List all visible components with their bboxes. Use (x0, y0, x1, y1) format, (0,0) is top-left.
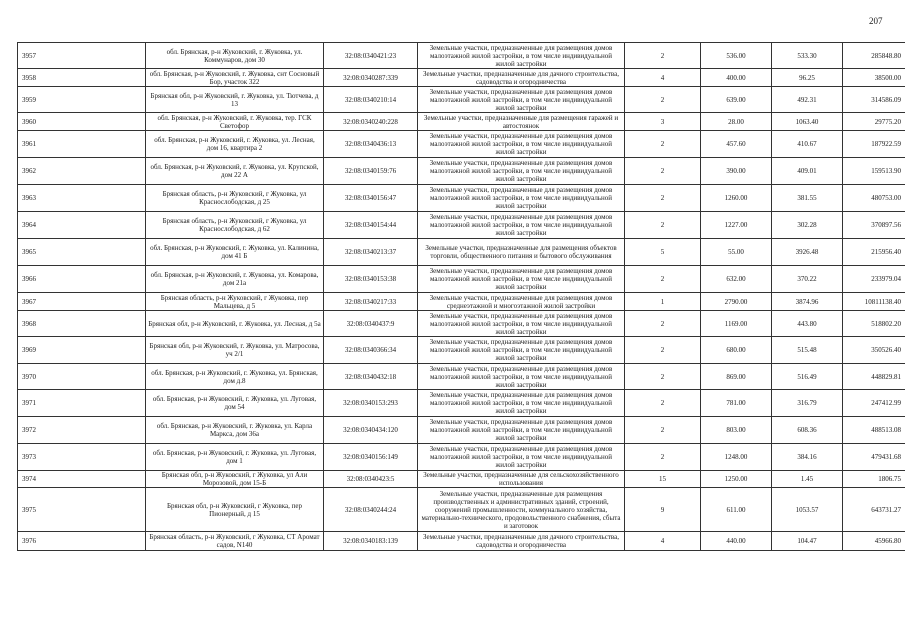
land-use-cell: Земельные участки, предназначенные для размещения домов малоэтажной жилой застройки, в том числе индивидуальной жилой застройки (418, 266, 625, 293)
rate-cell: 410.67 (772, 131, 843, 158)
table-row (18, 113, 905, 131)
table-row (18, 311, 905, 337)
group-cell: 4 (625, 532, 701, 551)
rate-cell: 533.30 (772, 43, 843, 69)
area-cell: 1248.00 (701, 444, 772, 471)
area-cell: 400.00 (701, 69, 772, 87)
land-use-cell: Земельные участки, предназначенные для размещения домов малоэтажной жилой застройки, в том числе индивидуальной жилой застройки (418, 185, 625, 212)
cadastral-value-cell: 488513.08 (843, 417, 905, 444)
table-row (18, 69, 905, 87)
land-use-cell: Земельные участки, предназначенные для размещения домов малоэтажной жилой застройки, в том числе индивидуальной жилой застройки (418, 417, 625, 444)
area-cell: 1227.00 (701, 212, 772, 239)
row-number-cell: 3958 (18, 69, 146, 87)
area-cell: 536.00 (701, 43, 772, 69)
area-cell: 1250.00 (701, 471, 772, 488)
address-cell: Брянская область, р-н Жуковский, г Жуковка, СТ Аромат садов, N140 (146, 532, 324, 551)
cadastral-value-cell: 480753.00 (843, 185, 905, 212)
area-cell: 1260.00 (701, 185, 772, 212)
address-cell: Брянская обл, р-н Жуковский, г. Жуковка, ул. Лесная, д 5а (146, 311, 324, 337)
cadastral-number-cell: 32:08:0340244:24 (324, 488, 418, 532)
rate-cell: 302.28 (772, 212, 843, 239)
cadastral-number-cell: 32:08:0340183:139 (324, 532, 418, 551)
cadastral-number-cell: 32:08:0340434:120 (324, 417, 418, 444)
cadastral-number-cell: 32:08:0340437:9 (324, 311, 418, 337)
land-use-cell: Земельные участки, предназначенные для размещения гаражей и автостоянок (418, 113, 625, 131)
land-use-cell: Земельные участки, предназначенные для размещения производственных и административных зданий, строений, сооружений промышленности, коммунального хозяйства, материально-технического, продовольственного снабжения, сбыта и заготовок (418, 488, 625, 532)
table-row (18, 158, 905, 185)
area-cell: 803.00 (701, 417, 772, 444)
cadastral-value-cell: 285848.80 (843, 43, 905, 69)
address-cell: обл. Брянская, р-н Жуковский, г. Жуковка, ул. Луговая, дом 1 (146, 444, 324, 471)
address-cell: обл. Брянская, р-н Жуковский, г. Жуковка, ул. Брянская, дом д.8 (146, 364, 324, 390)
group-cell: 2 (625, 364, 701, 390)
cadastral-number-cell: 32:08:0340423:5 (324, 471, 418, 488)
address-cell: Брянская обл, р-н Жуковский, г. Жуковка, ул. Тютчева, д 13 (146, 87, 324, 113)
area-cell: 28.00 (701, 113, 772, 131)
land-use-cell: Земельные участки, предназначенные для размещения домов малоэтажной жилой застройки, в том числе индивидуальной жилой застройки (418, 212, 625, 239)
cadastral-value-cell: 159513.90 (843, 158, 905, 185)
group-cell: 2 (625, 390, 701, 417)
cadastral-value-cell: 448829.81 (843, 364, 905, 390)
address-cell: обл. Брянская, р-н Жуковский, г. Жуковка, ул. Лесная, дом 16, квартира 2 (146, 131, 324, 158)
table-row (18, 266, 905, 293)
rate-cell: 3926.48 (772, 239, 843, 266)
area-cell: 781.00 (701, 390, 772, 417)
cadastral-value-cell: 233979.04 (843, 266, 905, 293)
group-cell: 2 (625, 266, 701, 293)
rate-cell: 516.49 (772, 364, 843, 390)
rate-cell: 384.16 (772, 444, 843, 471)
table-row (18, 131, 905, 158)
land-use-cell: Земельные участки, предназначенные для размещения домов среднеэтажной и многоэтажной жилой застройки (418, 293, 625, 311)
group-cell: 2 (625, 158, 701, 185)
row-number-cell: 3964 (18, 212, 146, 239)
area-cell: 611.00 (701, 488, 772, 532)
cadastral-number-cell: 32:08:0340421:23 (324, 43, 418, 69)
land-use-cell: Земельные участки, предназначенные для сельскохозяйственного использования (418, 471, 625, 488)
area-cell: 869.00 (701, 364, 772, 390)
row-number-cell: 3959 (18, 87, 146, 113)
rate-cell: 3874.96 (772, 293, 843, 311)
rate-cell: 492.31 (772, 87, 843, 113)
address-cell: обл. Брянская, р-н Жуковский, г. Жуковка, ул. Коммунаров, дом 30 (146, 43, 324, 69)
row-number-cell: 3965 (18, 239, 146, 266)
rate-cell: 381.55 (772, 185, 843, 212)
address-cell: обл. Брянская, р-н Жуковский, г. Жуковка, ул. Комарова, дом 21а (146, 266, 324, 293)
rate-cell: 608.36 (772, 417, 843, 444)
address-cell: обл. Брянская, р-н Жуковский, г. Жуковка, ул. Калинина, дом 41 Б (146, 239, 324, 266)
row-number-cell: 3962 (18, 158, 146, 185)
address-cell: Брянская обл, р-н Жуковский, г Жуковка, ул Али Морозовой, дом 15-Б (146, 471, 324, 488)
cadastral-value-cell: 45966.80 (843, 532, 905, 551)
page-number: 207 (869, 16, 883, 26)
group-cell: 2 (625, 212, 701, 239)
cadastral-number-cell: 32:08:0340432:18 (324, 364, 418, 390)
area-cell: 2790.00 (701, 293, 772, 311)
table-row (18, 364, 905, 390)
rate-cell: 316.79 (772, 390, 843, 417)
cadastral-number-cell: 32:08:0340153:293 (324, 390, 418, 417)
row-number-cell: 3970 (18, 364, 146, 390)
cadastral-value-cell: 38500.00 (843, 69, 905, 87)
row-number-cell: 3973 (18, 444, 146, 471)
land-use-cell: Земельные участки, предназначенные для размещения домов малоэтажной жилой застройки, в том числе индивидуальной жилой застройки (418, 311, 625, 337)
cadastral-value-cell: 643731.27 (843, 488, 905, 532)
land-use-cell: Земельные участки, предназначенные для размещения домов малоэтажной жилой застройки, в том числе индивидуальной жилой застройки (418, 364, 625, 390)
cadastral-number-cell: 32:08:0340154:44 (324, 212, 418, 239)
group-cell: 2 (625, 185, 701, 212)
land-use-cell: Земельные участки, предназначенные для размещения домов малоэтажной жилой застройки, в том числе индивидуальной жилой застройки (418, 131, 625, 158)
row-number-cell: 3957 (18, 43, 146, 69)
area-cell: 55.00 (701, 239, 772, 266)
table-row (18, 185, 905, 212)
area-cell: 680.00 (701, 337, 772, 364)
cadastral-number-cell: 32:08:0340436:13 (324, 131, 418, 158)
address-cell: обл. Брянская, р-н Жуковский, г. Жуковка, снт Сосновый Бор, участок 322 (146, 69, 324, 87)
row-number-cell: 3971 (18, 390, 146, 417)
land-use-cell: Земельные участки, предназначенные для размещения домов малоэтажной жилой застройки, в том числе индивидуальной жилой застройки (418, 337, 625, 364)
cadastral-number-cell: 32:08:0340156:47 (324, 185, 418, 212)
group-cell: 2 (625, 131, 701, 158)
group-cell: 15 (625, 471, 701, 488)
address-cell: обл. Брянская, р-н Жуковский, г. Жуковка, ул. Карла Маркса, дом 36а (146, 417, 324, 444)
cadastral-value-cell: 370897.56 (843, 212, 905, 239)
land-use-cell: Земельные участки, предназначенные для дачного строительства, садоводства и огородничества (418, 69, 625, 87)
group-cell: 2 (625, 417, 701, 444)
area-cell: 440.00 (701, 532, 772, 551)
table-row (18, 87, 905, 113)
row-number-cell: 3972 (18, 417, 146, 444)
address-cell: обл. Брянская, р-н Жуковский, г. Жуковка, ул. Крупской, дом 22 А (146, 158, 324, 185)
area-cell: 1169.00 (701, 311, 772, 337)
table-row (18, 43, 905, 69)
row-number-cell: 3976 (18, 532, 146, 551)
table-row (18, 293, 905, 311)
table-row (18, 488, 905, 532)
cadastral-number-cell: 32:08:0340287:339 (324, 69, 418, 87)
cadastral-number-cell: 32:08:0340156:149 (324, 444, 418, 471)
group-cell: 5 (625, 239, 701, 266)
address-cell: обл. Брянская, р-н Жуковский, г. Жуковка, тер. ГСК Светофор (146, 113, 324, 131)
group-cell: 2 (625, 337, 701, 364)
row-number-cell: 3969 (18, 337, 146, 364)
cadastral-value-cell: 247412.99 (843, 390, 905, 417)
table-row (18, 444, 905, 471)
row-number-cell: 3974 (18, 471, 146, 488)
land-use-cell: Земельные участки, предназначенные для дачного строительства, садоводства и огородничества (418, 532, 625, 551)
cadastral-value-cell: 29775.20 (843, 113, 905, 131)
cadastral-value-cell: 215956.40 (843, 239, 905, 266)
group-cell: 2 (625, 444, 701, 471)
cadastral-number-cell: 32:08:0340210:14 (324, 87, 418, 113)
cadastral-number-cell: 32:08:0340217:33 (324, 293, 418, 311)
area-cell: 457.60 (701, 131, 772, 158)
group-cell: 4 (625, 69, 701, 87)
cadastral-value-cell: 1806.75 (843, 471, 905, 488)
rate-cell: 370.22 (772, 266, 843, 293)
cadastral-value-cell: 187922.59 (843, 131, 905, 158)
area-cell: 390.00 (701, 158, 772, 185)
rate-cell: 1053.57 (772, 488, 843, 532)
table-row (18, 532, 905, 551)
rate-cell: 515.48 (772, 337, 843, 364)
group-cell: 3 (625, 113, 701, 131)
row-number-cell: 3968 (18, 311, 146, 337)
rate-cell: 1.45 (772, 471, 843, 488)
area-cell: 632.00 (701, 266, 772, 293)
cadastral-number-cell: 32:08:0340366:34 (324, 337, 418, 364)
cadastral-number-cell: 32:08:0340153:38 (324, 266, 418, 293)
cadastral-table (17, 42, 905, 551)
table-row (18, 212, 905, 239)
table-row (18, 417, 905, 444)
address-cell: Брянская обл, р-н Жуковский, г. Жуковка, ул. Матросова, уч 2/1 (146, 337, 324, 364)
row-number-cell: 3975 (18, 488, 146, 532)
land-use-cell: Земельные участки, предназначенные для размещения объектов торговли, общественного питания и бытового обслуживания (418, 239, 625, 266)
rate-cell: 443.80 (772, 311, 843, 337)
group-cell: 2 (625, 87, 701, 113)
table-row (18, 337, 905, 364)
group-cell: 2 (625, 43, 701, 69)
cadastral-number-cell: 32:08:0340159:76 (324, 158, 418, 185)
table-row (18, 239, 905, 266)
cadastral-value-cell: 314586.09 (843, 87, 905, 113)
land-use-cell: Земельные участки, предназначенные для размещения домов малоэтажной жилой застройки, в том числе индивидуальной жилой застройки (418, 390, 625, 417)
land-use-cell: Земельные участки, предназначенные для размещения домов малоэтажной жилой застройки, в том числе индивидуальной жилой застройки (418, 444, 625, 471)
row-number-cell: 3967 (18, 293, 146, 311)
address-cell: Брянская обл, р-н Жуковский, г Жуковка, пер Пионерный, д 15 (146, 488, 324, 532)
group-cell: 2 (625, 311, 701, 337)
address-cell: Брянская область, р-н Жуковский, г Жуковка, пер Мальцева, д 5 (146, 293, 324, 311)
address-cell: обл. Брянская, р-н Жуковский, г. Жуковка, ул. Луговая, дом 54 (146, 390, 324, 417)
cadastral-number-cell: 32:08:0340213:37 (324, 239, 418, 266)
rate-cell: 96.25 (772, 69, 843, 87)
table-row (18, 471, 905, 488)
land-use-cell: Земельные участки, предназначенные для размещения домов малоэтажной жилой застройки, в том числе индивидуальной жилой застройки (418, 158, 625, 185)
row-number-cell: 3963 (18, 185, 146, 212)
rate-cell: 104.47 (772, 532, 843, 551)
cadastral-value-cell: 518802.20 (843, 311, 905, 337)
group-cell: 9 (625, 488, 701, 532)
area-cell: 639.00 (701, 87, 772, 113)
land-use-cell: Земельные участки, предназначенные для размещения домов малоэтажной жилой застройки, в том числе индивидуальной жилой застройки (418, 87, 625, 113)
row-number-cell: 3960 (18, 113, 146, 131)
address-cell: Брянская область, р-н Жуковский, г Жуковка, ул Краснослободская, д 25 (146, 185, 324, 212)
group-cell: 1 (625, 293, 701, 311)
cadastral-value-cell: 350526.40 (843, 337, 905, 364)
row-number-cell: 3961 (18, 131, 146, 158)
table-row (18, 390, 905, 417)
rate-cell: 409.01 (772, 158, 843, 185)
row-number-cell: 3966 (18, 266, 146, 293)
cadastral-number-cell: 32:08:0340240:228 (324, 113, 418, 131)
land-use-cell: Земельные участки, предназначенные для размещения домов малоэтажной жилой застройки, в том числе индивидуальной жилой застройки (418, 43, 625, 69)
cadastral-value-cell: 10811138.40 (843, 293, 905, 311)
address-cell: Брянская область, р-н Жуковский, г Жуковка, ул Краснослободская, д 62 (146, 212, 324, 239)
cadastral-value-cell: 479431.68 (843, 444, 905, 471)
rate-cell: 1063.40 (772, 113, 843, 131)
